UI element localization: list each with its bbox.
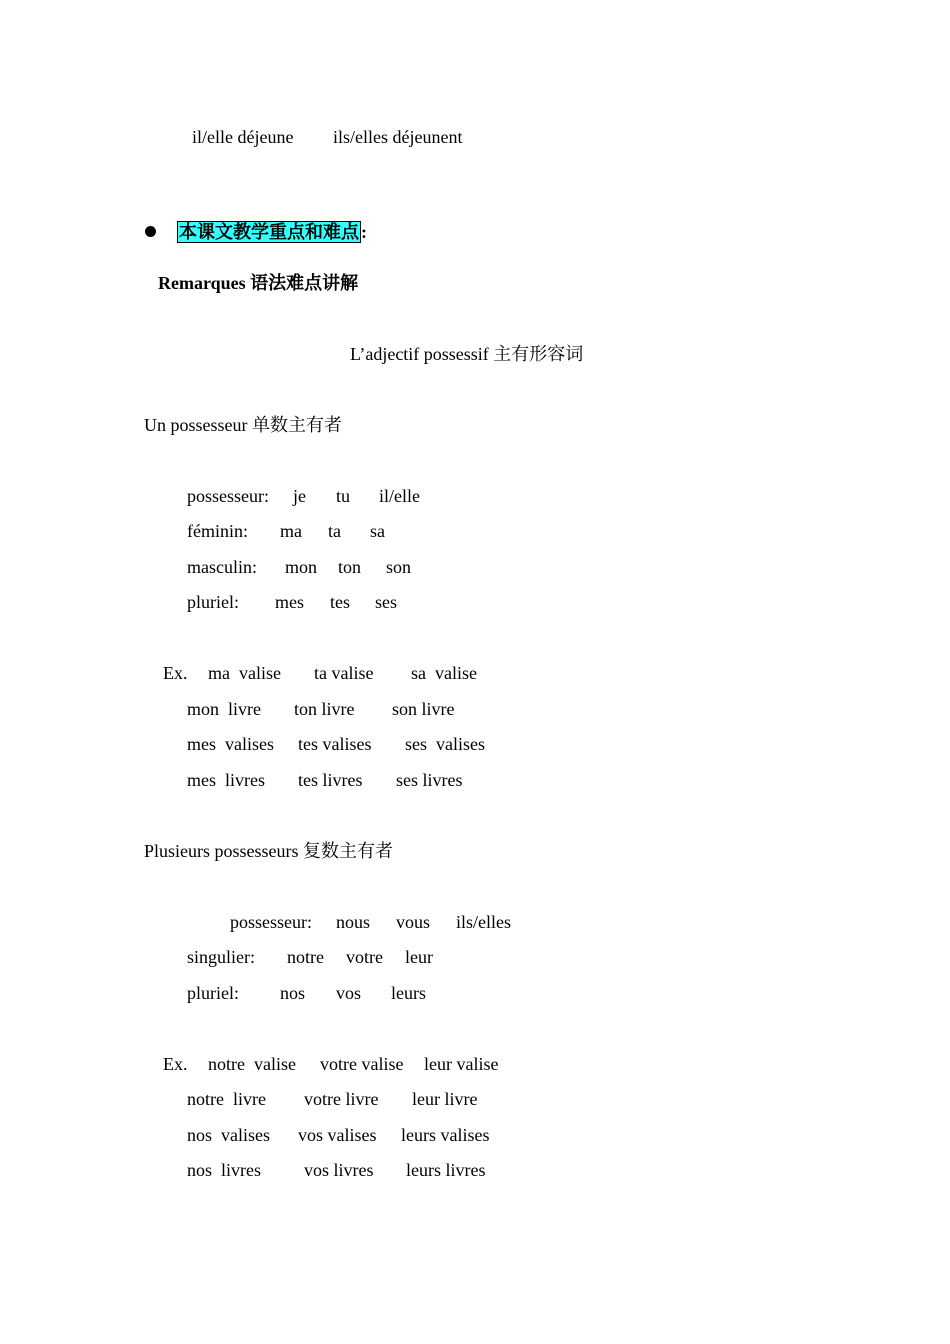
single-table-cell: ta (328, 521, 341, 541)
single-ex-label: Ex. (163, 663, 188, 683)
single-table-cell: ton (338, 557, 362, 577)
single-table-cell: féminin: (187, 521, 248, 541)
single-example: son livre (392, 699, 455, 719)
plural-example: votre livre (304, 1089, 379, 1109)
plural-example: nos livres (187, 1160, 261, 1180)
focus-heading-highlight: 本课文教学重点和难点 (179, 222, 359, 242)
plural-table-cell: leurs (391, 983, 426, 1003)
plural-example: vos valises (298, 1125, 377, 1145)
plural-table-cell: singulier: (187, 947, 255, 967)
bullet-icon (145, 226, 156, 237)
single-example: tes livres (298, 770, 363, 790)
section-title: L’adjectif possessif 主有形容词 (350, 344, 584, 364)
single-table-cell: je (293, 486, 306, 506)
plural-table-cell: ils/elles (456, 912, 511, 932)
plural-example: leurs livres (406, 1160, 486, 1180)
single-table-cell: son (386, 557, 412, 577)
single-example: ses valises (405, 734, 485, 754)
single-heading: Un possesseur 单数主有者 (144, 415, 342, 435)
single-table-cell: tu (336, 486, 351, 506)
focus-heading (177, 221, 367, 243)
single-example: ses livres (396, 770, 463, 790)
single-table-cell: il/elle (379, 486, 420, 506)
plural-heading: Plusieurs possesseurs 复数主有者 (144, 841, 394, 861)
plural-table-cell: votre (346, 947, 383, 967)
remarques-heading: Remarques 语法难点讲解 (158, 273, 359, 293)
single-example: ton livre (294, 699, 355, 719)
plural-example: leur valise (424, 1054, 499, 1074)
plural-example: notre valise (208, 1054, 296, 1074)
plural-example: vos livres (304, 1160, 374, 1180)
single-table-cell: ma (280, 521, 302, 541)
plural-table-cell: leur (405, 947, 433, 967)
single-example: ta valise (314, 663, 374, 683)
plural-example: nos valises (187, 1125, 270, 1145)
single-table-cell: tes (330, 592, 350, 612)
plural-table-cell: notre (287, 947, 324, 967)
conj-plural: ils/elles déjeunent (333, 127, 463, 147)
focus-colon: : (361, 222, 367, 242)
single-table-cell: ses (375, 592, 397, 612)
single-table-cell: mon (285, 557, 318, 577)
plural-table-cell: possesseur: (230, 912, 312, 932)
plural-table-cell: nos (280, 983, 306, 1003)
single-example: tes valises (298, 734, 372, 754)
plural-example: votre valise (320, 1054, 404, 1074)
single-table-cell: pluriel: (187, 592, 239, 612)
single-example: mes valises (187, 734, 274, 754)
plural-ex-label: Ex. (163, 1054, 188, 1074)
single-table-cell: masculin: (187, 557, 257, 577)
single-example: mon livre (187, 699, 261, 719)
single-example: mes livres (187, 770, 265, 790)
plural-example: leur livre (412, 1089, 478, 1109)
plural-table-cell: pluriel: (187, 983, 239, 1003)
plural-table-cell: nous (336, 912, 371, 932)
plural-example: leurs valises (401, 1125, 490, 1145)
conj-singular: il/elle déjeune (192, 127, 294, 147)
single-table-cell: sa (370, 521, 385, 541)
plural-table-cell: vous (396, 912, 431, 932)
single-example: sa valise (411, 663, 477, 683)
plural-table-cell: vos (336, 983, 362, 1003)
plural-example: notre livre (187, 1089, 266, 1109)
single-table-cell: possesseur: (187, 486, 269, 506)
single-example: ma valise (208, 663, 281, 683)
single-table-cell: mes (275, 592, 304, 612)
